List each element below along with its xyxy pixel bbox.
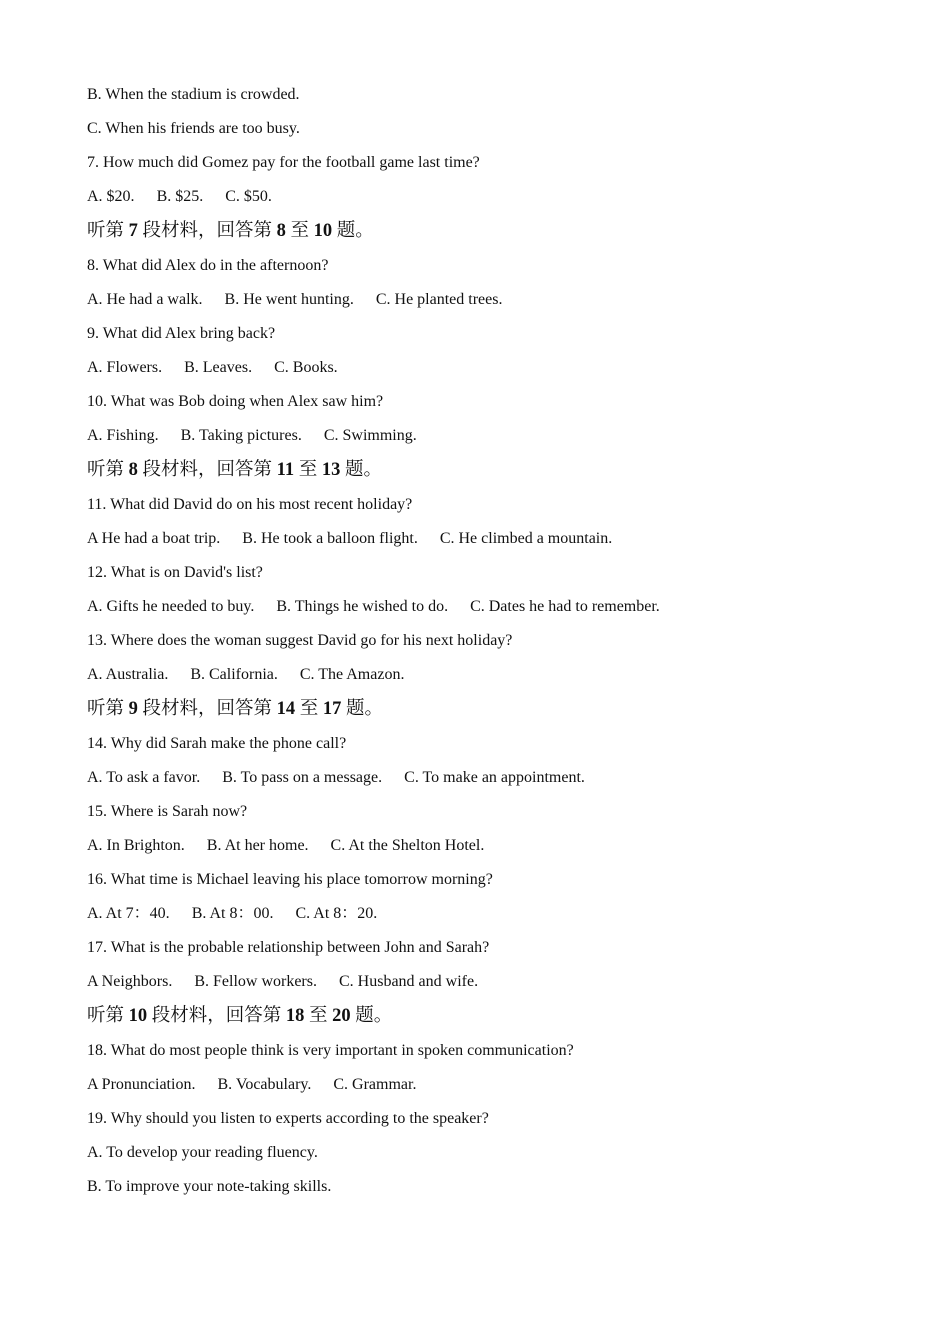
heading-text: 题。 [340, 460, 383, 480]
heading-text: 题。 [350, 1006, 393, 1026]
answer-option: B. Leaves. [184, 359, 253, 376]
answer-option: A. Australia. [87, 666, 169, 683]
answer-option: C. The Amazon. [299, 666, 405, 683]
answer-option: C. At the Shelton Hotel. [330, 837, 485, 854]
answer-option: A. To ask a favor. [87, 769, 201, 786]
answer-options [87, 419, 910, 453]
heading-text: 段材料，回答第 [137, 699, 277, 719]
heading-text: 段材料，回答第 [137, 221, 277, 241]
answer-option: B. At her home. [206, 837, 309, 854]
question-line: 13. Where does the woman suggest David go for his next holiday? [87, 632, 513, 649]
answer-option: B. To pass on a message. [222, 769, 383, 786]
answer-option: A. Flowers. [87, 359, 163, 376]
heading-text: 至 [294, 460, 322, 480]
answer-options [87, 590, 910, 624]
answer-option: C. To make an appointment. [404, 769, 585, 786]
question-line: 18. What do most people think is very important in spoken communication? [87, 1042, 574, 1059]
heading-number: 14 [276, 699, 296, 719]
answer-options [87, 829, 910, 863]
heading-number: 10 [313, 221, 333, 241]
question-line: 17. What is the probable relationship between John and Sarah? [87, 939, 490, 956]
answer-option: C. He climbed a mountain. [439, 530, 613, 547]
section-heading [87, 999, 910, 1034]
question-line: B. When the stadium is crowded. [87, 86, 300, 103]
question-line: C. When his friends are too busy. [87, 120, 300, 137]
question-line: 9. What did Alex bring back? [87, 325, 276, 342]
answer-options [87, 180, 910, 214]
answer-options [87, 761, 910, 795]
heading-text: 至 [295, 699, 323, 719]
question-line: 12. What is on David's list? [87, 564, 263, 581]
answer-option: B. Taking pictures. [180, 427, 302, 444]
answer-option: B. Vocabulary. [217, 1076, 312, 1093]
answer-options [87, 1068, 910, 1102]
heading-number: 18 [285, 1006, 305, 1026]
answer-option: A Pronunciation. [87, 1076, 196, 1093]
answer-option: C. $50. [225, 188, 272, 205]
heading-number: 17 [322, 699, 342, 719]
heading-text: 题。 [341, 699, 384, 719]
answer-option: A. Gifts he needed to buy. [87, 598, 255, 615]
heading-text: 至 [285, 221, 314, 241]
answer-option: A. Fishing. [87, 427, 159, 444]
heading-text: 听第 [87, 699, 129, 719]
answer-options [87, 965, 910, 999]
heading-number: 11 [276, 460, 295, 480]
answer-option: A. $20. [87, 188, 135, 205]
answer-options [87, 658, 910, 692]
question-line: 8. What did Alex do in the afternoon? [87, 257, 329, 274]
answer-option: B. He went hunting. [224, 291, 354, 308]
heading-number: 20 [332, 1006, 351, 1026]
heading-number: 10 [128, 1006, 148, 1026]
question-line: 7. How much did Gomez pay for the football game last time? [87, 154, 480, 171]
answer-option: C. At 8：20. [295, 905, 378, 922]
answer-options [87, 351, 910, 385]
answer-option: C. Dates he had to remember. [470, 598, 660, 615]
heading-number: 8 [276, 221, 286, 241]
answer-option: B. $25. [156, 188, 204, 205]
heading-number: 8 [128, 460, 138, 480]
answer-option: C. He planted trees. [375, 291, 503, 308]
answer-option: B. He took a balloon flight. [242, 530, 418, 547]
answer-option: B. At 8：00. [191, 905, 274, 922]
answer-option: B. Fellow workers. [194, 973, 317, 990]
answer-option: C. Books. [274, 359, 338, 376]
answer-option: A. He had a walk. [87, 291, 203, 308]
heading-text: 至 [304, 1006, 333, 1026]
heading-text: 段材料，回答第 [137, 460, 277, 480]
answer-options [87, 522, 910, 556]
question-line: 10. What was Bob doing when Alex saw him? [87, 393, 384, 410]
heading-text: 听第 [87, 1006, 129, 1026]
answer-option: C. Swimming. [323, 427, 417, 444]
answer-option: C. Husband and wife. [338, 973, 479, 990]
answer-options [87, 283, 910, 317]
question-line: 14. Why did Sarah make the phone call? [87, 735, 347, 752]
answer-option: A Neighbors. [87, 973, 173, 990]
heading-number: 7 [128, 221, 138, 241]
question-line: B. To improve your note-taking skills. [87, 1178, 332, 1195]
section-heading [87, 692, 910, 727]
question-line: 11. What did David do on his most recent holiday? [87, 496, 413, 513]
question-line: 15. Where is Sarah now? [87, 803, 248, 820]
section-heading [87, 453, 910, 488]
answer-option: B. California. [190, 666, 278, 683]
answer-option: A. In Brighton. [87, 837, 185, 854]
section-heading [87, 214, 910, 249]
answer-option: A He had a boat trip. [87, 530, 221, 547]
answer-options [87, 897, 910, 931]
heading-text: 听第 [87, 460, 129, 480]
answer-option: B. Things he wished to do. [276, 598, 449, 615]
answer-option: C. Grammar. [333, 1076, 417, 1093]
heading-text: 题。 [332, 221, 374, 241]
heading-number: 9 [128, 699, 138, 719]
question-line: 19. Why should you listen to experts according to the speaker? [87, 1110, 489, 1127]
question-line: A. To develop your reading fluency. [87, 1144, 318, 1161]
answer-option: A. At 7：40. [87, 905, 170, 922]
question-line: 16. What time is Michael leaving his place tomorrow morning? [87, 871, 493, 888]
exam-content [87, 78, 910, 1204]
heading-text: 段材料，回答第 [147, 1006, 286, 1026]
heading-text: 听第 [87, 221, 129, 241]
heading-number: 13 [321, 460, 341, 480]
